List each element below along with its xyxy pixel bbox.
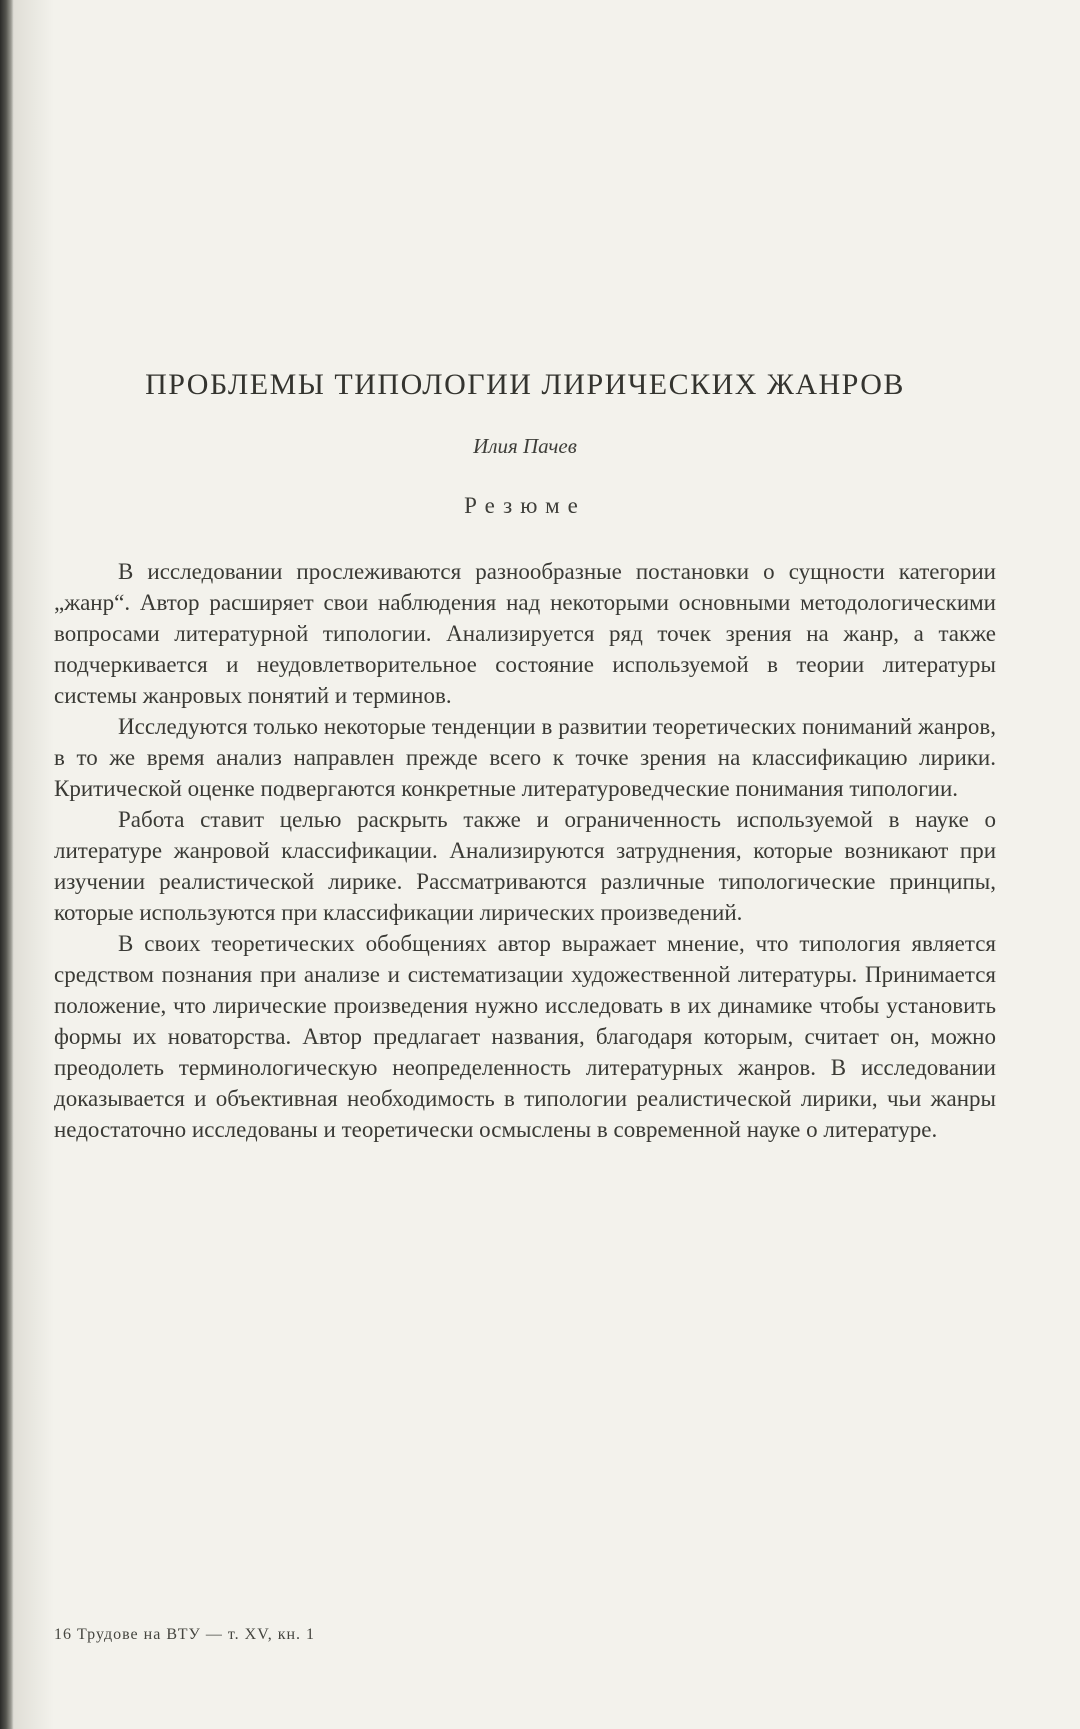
article-title: ПРОБЛЕМЫ ТИПОЛОГИИ ЛИРИЧЕСКИХ ЖАНРОВ: [145, 368, 905, 401]
page-content: [54, 0, 996, 1729]
book-binding-edge: [0, 0, 14, 1729]
article-body: [54, 556, 996, 1145]
body-paragraph-4: В своих теоретических обобщениях автор выражает мнение, что типология является средством познания при анализе и систематизации художественной литературы. Принимается положение, что лирические произведения нужно исследовать в их динамике чтобы установить формы их новаторства. Автор предлагает названия, благодаря которым, считает он, можно преодолеть терминологическую неопределенность литературных жанров. В исследовании доказывается и объективная необходимость в типологии реалистической лирики, чьи жанры недостаточно исследованы и теоретически осмыслены в современной науке о литературе.: [54, 931, 996, 1142]
article-author: Илия Пачев: [473, 434, 577, 458]
body-paragraph-3: Работа ставит целью раскрыть также и ограниченность используемой в науке о литературе жанровой классификации. Анализируются затруднения, которые возникают при изучении реалистической лирике. Рассматриваются различные типологические принципы, которые используются при классификации лирических произведений.: [54, 807, 996, 925]
page-gutter-shadow: [14, 0, 54, 1729]
page-footer-signature: 16 Трудове на ВТУ — т. XV, кн. 1: [54, 1626, 316, 1643]
body-paragraph-2: Исследуются только некоторые тенденции в развитии теоретических пониманий жанров, в то же время анализ направлен прежде всего к точке зрения на классификацию лирики. Критической оценке подвергаются конкретные литературоведческие понимания типологии.: [54, 714, 996, 801]
section-heading-resume: Резюме: [464, 493, 586, 518]
body-paragraph-1: В исследовании прослеживаются разнообразные постановки о сущности категории „жанр“. Автор расширяет свои наблюдения над некоторыми основными методологическими вопросами литературной типологии. Анализируется ряд точек зрения на жанр, а также подчеркивается и неудовлетворительное состояние используемой в теории литературы системы жанровых понятий и терминов.: [54, 559, 996, 708]
